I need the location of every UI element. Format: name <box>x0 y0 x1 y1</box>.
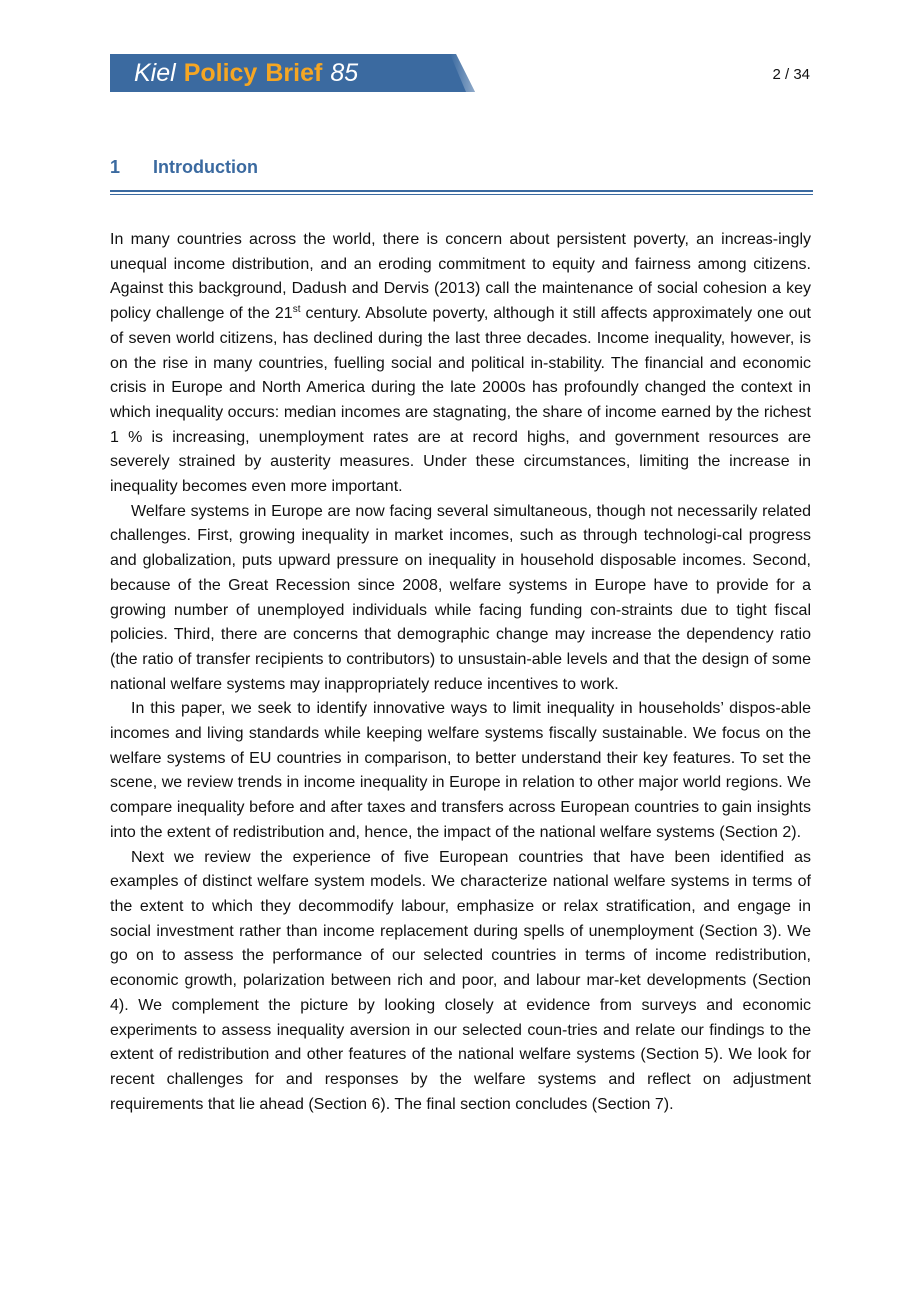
heading-rule <box>110 190 813 192</box>
paragraph-1-part-b: century. Absolute poverty, although it still affects approximately one out of seven world citizens, has declined during the last three decades. Income inequality, however, is on the rise in many countries, fuelling social and political in-stability. The financial and economic crisis in Europe and North America during the late 2000s has profoundly changed the context in which inequality occurs: median incomes are stagnating, the share of income earned by the richest 1 % is increasing, unemployment rates are at record highs, and government resources are severely strained by austerity measures. Under these circumstances, limiting the increase in inequality becomes even more important. <box>110 305 812 496</box>
brand-number: 85 <box>330 59 359 87</box>
section-heading <box>110 157 258 178</box>
ordinal-suffix: st <box>292 304 301 316</box>
section-number: 1 <box>110 157 121 177</box>
page-number: 2 / 34 <box>772 66 810 83</box>
header-banner <box>110 54 475 92</box>
brand-brief: Brief <box>265 59 323 87</box>
brand-policy: Policy <box>183 59 258 87</box>
paragraph-2: Welfare systems in Europe are now facing several simultaneous, though not necessarily related challenges. First, growing inequality in market incomes, such as through technologi-cal progress and globalization, puts upward pressure on inequality in household disposable incomes. Second, because of the Great Recession since 2008, welfare systems in Europe have to provide for a growing number of unemployed individuals while facing funding con-straints due to tight fiscal policies. Third, there are concerns that demographic change may increase the dependency ratio (the ratio of transfer recipients to contributors) to unsustain-able levels and that the design of some national welfare systems may inappropriately reduce incentives to work. <box>110 502 811 693</box>
paragraph-3: In this paper, we seek to identify innovative ways to limit inequality in households’ dispos-able incomes and living standards while keeping welfare systems fiscally sustainable. We focus on the welfare systems of EU countries in comparison, to better understand their key features. To set the scene, we review trends in income inequality in Europe in relation to other major world regions. We compare inequality before and after taxes and transfers across European countries to gain insights into the extent of redistribution and, hence, the impact of the national welfare systems (Section 2). <box>110 700 811 841</box>
heading-rule-thin <box>110 194 813 195</box>
brand-title <box>134 57 366 89</box>
brand-kiel: Kiel <box>134 59 176 87</box>
paragraph-1-part-a: In many countries across the world, there is concern about persistent poverty, an increas-ingly unequal income distribution, and an eroding commitment to equity and fairness among citizens. Against this background, Dadush and Dervis (2013) call the maintenance of social cohesion a key policy challenge of the 21 <box>110 231 811 323</box>
paragraph-4: Next we review the experience of five European countries that have been identified as examples of distinct welfare system models. We characterize national welfare systems in terms of the extent to which they decommodify labour, emphasize or relax stratification, and engage in social investment rather than income replacement during spells of unemployment (Section 3). We go on to assess the performance of our selected countries in terms of income redistribution, economic growth, polarization between rich and poor, and labour mar-ket developments (Section 4). We complement the picture by looking closely at evidence from surveys and economic experiments to assess inequality aversion in our selected coun-tries and relate our findings to the extent of redistribution and other features of the national welfare systems (Section 5). We look for recent challenges for and responses by the welfare systems and reflect on adjustment requirements that lie ahead (Section 6). The final section concludes (Section 7). <box>110 848 811 1113</box>
paragraph-1 <box>110 228 811 500</box>
body-text <box>110 228 811 1117</box>
section-title: Introduction <box>153 157 258 177</box>
